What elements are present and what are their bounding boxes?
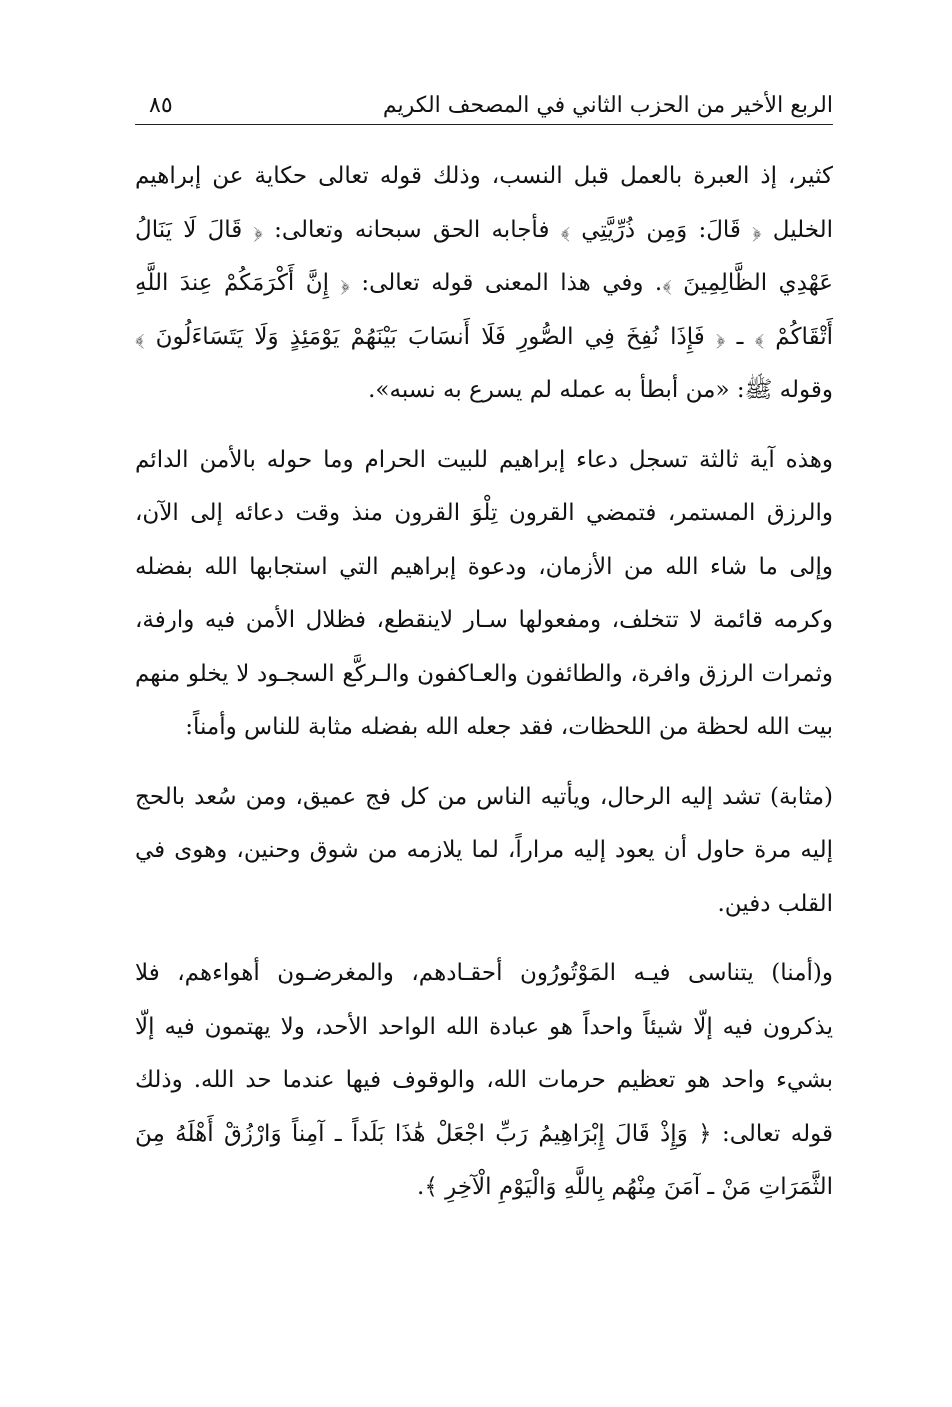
paragraph-4: و(أمنا) يتناسى فيـه المَوْتُورُون أحقـادهم، والمغرضـون أهواءهم، فلا يذكرون فيه إلّا شيئاً واحداً هو عبادة الله الواحد الأحد، ولا يهتمون فيه إلّا بشيء واحد هو تعظيم حرمات الله، والوقوف فيها عندما حد الله. وذلك قوله تعالى: ﴿ وَإِذْ قَالَ إِبْرَاهِيمُ رَبِّ اجْعَلْ هَٰذَا بَلَداً ـ آمِناً وَارْزُقْ أَهْلَهُ مِنَ الثَّمَرَاتِ مَنْ ـ آمَنَ مِنْهُم بِاللَّهِ وَالْيَوْمِ الْآخِرِ ﴾. [135, 960, 833, 1200]
paragraph-1: كثير، إذ العبرة بالعمل قبل النسب، وذلك قوله تعالى حكاية عن إبراهيم الخليل ﴿ قَالَ: وَمِن ذُرِّيَّتِي ﴾ فأجابه الحق سبحانه وتعالى: ﴿ قَالَ لَا يَنَالُ عَهْدِي الظَّالِمِينَ ﴾. وفي هذا المعنى قوله تعالى: ﴿ إِنَّ أَكْرَمَكُمْ عِندَ اللَّهِ أَتْقَاكُمْ ﴾ ـ ﴿ فَإِذَا نُفِخَ فِي الصُّورِ فَلَا أَنسَابَ بَيْنَهُمْ يَوْمَئِذٍ وَلَا يَتَسَاءَلُونَ ﴾ وقوله ﷺ: «من أبطأ به عمله لم يسرع به نسبه». [135, 163, 833, 403]
running-title: الربع الأخير من الحزب الثاني في المصحف الكريم [382, 93, 833, 118]
page-body [135, 150, 833, 1215]
page-number: ٨٥ [149, 93, 173, 118]
paragraph-2: وهذه آية ثالثة تسجل دعاء إبراهيم للبيت الحرام وما حوله بالأمن الدائم والرزق المستمر، فتمضي القرون تِلْوَ القرون منذ وقت دعائه إلى الآن، وإلى ما شاء الله من الأزمان، ودعوة إبراهيم التي استجابها الله بفضله وكرمه قائمة لا تتخلف، ومفعولها سـار لاينقطع، فظلال الأمن فيه وارفة، وثمرات الرزق وافرة، والطائفون والعـاكفون والـركَّع السجـود لا يخلو منهم بيت الله لحظة من اللحظات، فقد جعله الله بفضله مثابة للناس وأمناً: [135, 446, 833, 740]
paragraph-3: (مثابة) تشد إليه الرحال، ويأتيه الناس من كل فج عميق، ومن سُعد بالحج إليه مرة حاول أن يعود إليه مراراً، لما يلازمه من شوق وحنين، وهوى في القلب دفين. [135, 783, 833, 917]
page-header [135, 86, 833, 125]
